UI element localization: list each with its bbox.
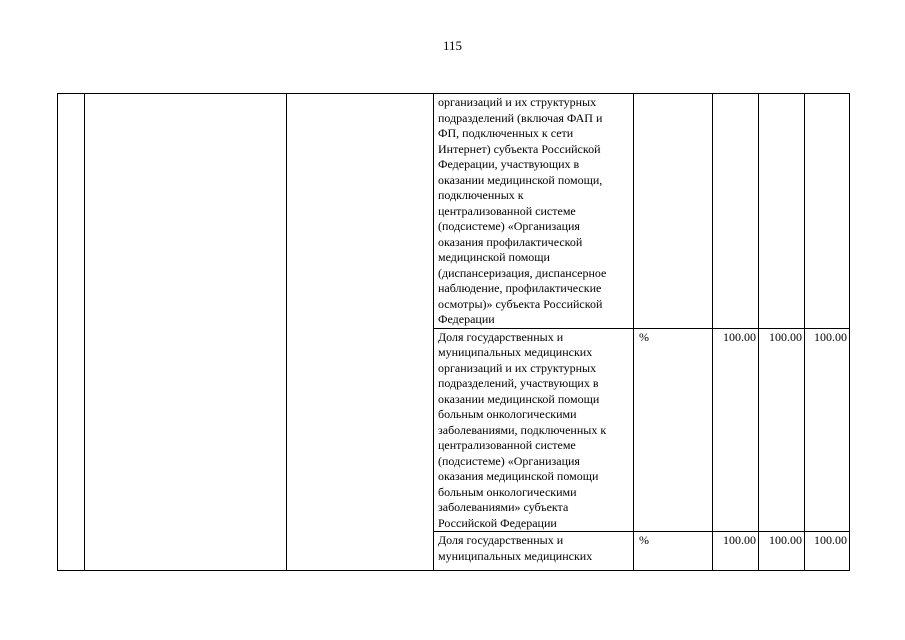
description-line: оказания медицинской помощи bbox=[438, 469, 599, 483]
description-line: заболеваниями» субъекта bbox=[438, 500, 569, 514]
description-line: (диспансеризация, диспансерное bbox=[438, 265, 607, 280]
page-number: 115 bbox=[442, 38, 463, 53]
value-cell: 100.00 bbox=[713, 328, 759, 532]
description-line: медицинской помощи bbox=[438, 250, 550, 264]
col-number-cell bbox=[58, 94, 85, 571]
value-cell bbox=[805, 94, 850, 329]
indicator-description bbox=[434, 328, 634, 532]
value-cell: 100.00 bbox=[759, 532, 805, 571]
value-cell bbox=[713, 94, 759, 329]
description-line: (подсистеме) «Организация bbox=[438, 453, 580, 468]
description-line: (подсистеме) «Организация bbox=[438, 219, 580, 233]
unit-cell: % bbox=[634, 328, 713, 532]
description-line: больным онкологическими bbox=[438, 407, 577, 421]
description-line: Интернет) субъекта Российской bbox=[438, 141, 601, 156]
description-line: заболеваниями, подключенных к bbox=[438, 422, 607, 437]
description-line: ФП, подключенных к сети bbox=[438, 126, 574, 140]
description-line: наблюдение, профилактические bbox=[438, 281, 602, 295]
unit-cell bbox=[634, 94, 713, 329]
value-cell: 100.00 bbox=[713, 532, 759, 571]
description-line: больным онкологическими bbox=[438, 484, 577, 499]
description-line: подразделений (включая ФАП и bbox=[438, 110, 603, 125]
description-line: оказании медицинской помощи, bbox=[438, 172, 603, 187]
description-line: централизованной системе bbox=[438, 203, 576, 218]
description-line: Российской Федерации bbox=[438, 515, 557, 530]
description-line: осмотры)» субъекта Российской bbox=[438, 296, 603, 311]
table-row bbox=[58, 94, 850, 329]
value-cell: 100.00 bbox=[759, 328, 805, 532]
col-group-cell bbox=[287, 94, 434, 571]
indicators-table bbox=[57, 93, 850, 571]
description-line: муниципальных медицинских bbox=[438, 345, 593, 359]
description-line: организаций и их структурных bbox=[438, 95, 597, 109]
description-line: организаций и их структурных bbox=[438, 360, 597, 375]
description-line: оказания профилактической bbox=[438, 234, 583, 249]
indicator-description bbox=[434, 94, 634, 329]
value-cell: 100.00 bbox=[805, 328, 850, 532]
description-line: Доля государственных и bbox=[438, 329, 564, 344]
description-line: подключенных к bbox=[438, 188, 524, 202]
description-line: оказании медицинской помощи bbox=[438, 391, 600, 406]
description-line: муниципальных медицинских bbox=[438, 548, 593, 563]
description-line: централизованной системе bbox=[438, 438, 576, 452]
description-line: Федерации bbox=[438, 312, 495, 326]
indicator-description bbox=[434, 532, 634, 571]
description-line: подразделений, участвующих в bbox=[438, 376, 599, 390]
col-name-cell bbox=[85, 94, 287, 571]
description-line: Федерации, участвующих в bbox=[438, 157, 580, 171]
table-body bbox=[58, 94, 850, 571]
value-cell: 100.00 bbox=[805, 532, 850, 571]
value-cell bbox=[759, 94, 805, 329]
description-line: Доля государственных и bbox=[438, 533, 564, 547]
unit-cell: % bbox=[634, 532, 713, 571]
